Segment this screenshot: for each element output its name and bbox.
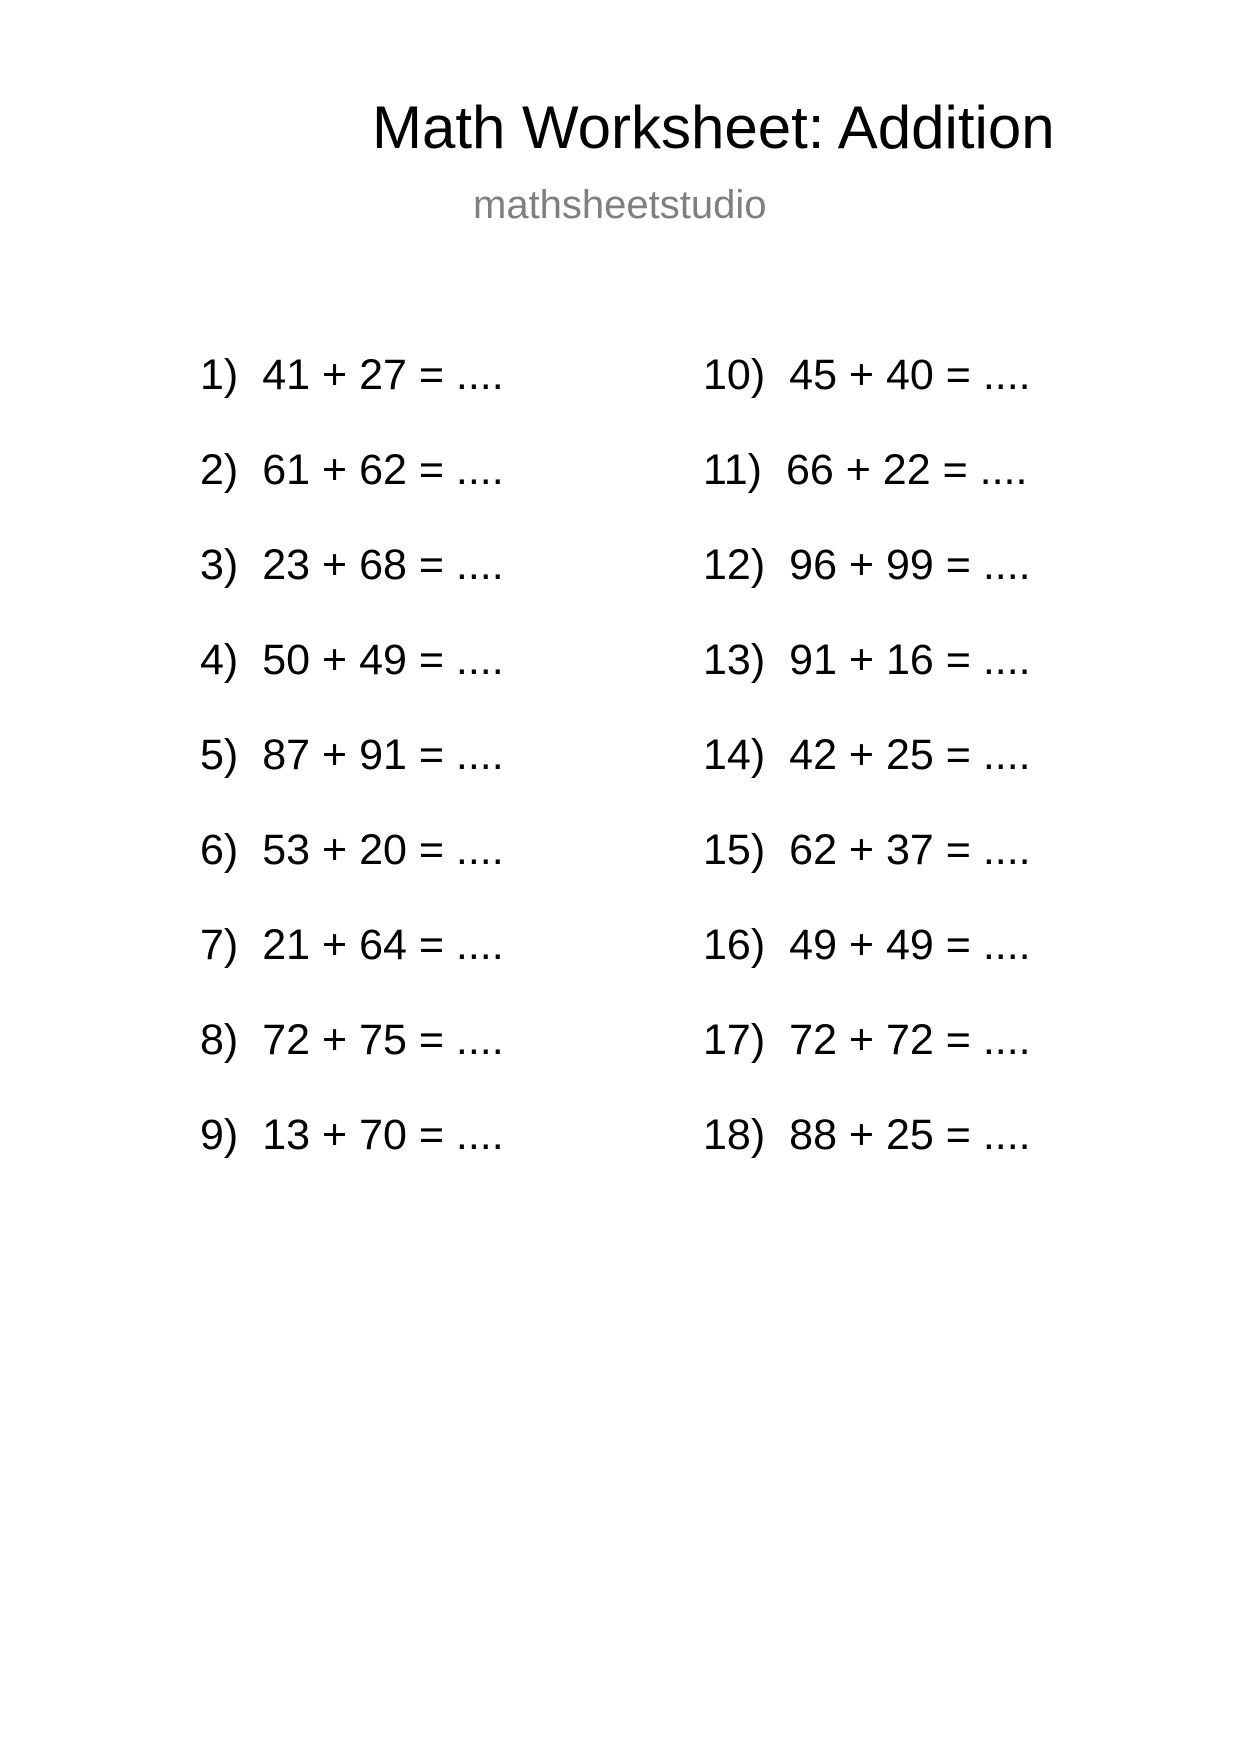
problem-item (703, 826, 1031, 924)
problem-expression: 87 + 91 = .... (262, 731, 504, 779)
problem-number: 6) (200, 826, 239, 874)
problem-item (703, 1016, 1031, 1114)
problem-item (200, 351, 504, 449)
problem-expression: 72 + 72 = .... (789, 1016, 1031, 1064)
page-subtitle: mathsheetstudio (473, 183, 767, 227)
problem-list-right (703, 351, 1031, 1209)
problem-number: 16) (703, 921, 766, 969)
problem-expression: 62 + 37 = .... (789, 826, 1031, 874)
problem-item (703, 731, 1031, 829)
problem-item (200, 636, 504, 734)
problem-expression: 88 + 25 = .... (789, 1111, 1031, 1159)
problem-number: 11) (703, 446, 762, 494)
problem-number: 1) (200, 351, 239, 399)
problem-list-left (200, 351, 504, 1209)
problem-expression: 13 + 70 = .... (262, 1111, 504, 1159)
problem-item (200, 731, 504, 829)
problem-number: 3) (200, 541, 239, 589)
problem-item (703, 921, 1031, 1019)
problem-expression: 61 + 62 = .... (262, 446, 504, 494)
problem-item (200, 921, 504, 1019)
problem-item (200, 826, 504, 924)
problem-item (703, 351, 1031, 449)
problem-number: 8) (200, 1016, 239, 1064)
page-title: Math Worksheet: Addition (372, 94, 1055, 161)
problem-number: 13) (703, 636, 766, 684)
problem-expression: 41 + 27 = .... (262, 351, 504, 399)
problem-item (703, 541, 1031, 639)
problem-item (703, 1111, 1031, 1209)
problem-number: 15) (703, 826, 766, 874)
problem-expression: 50 + 49 = .... (262, 636, 504, 684)
problem-number: 12) (703, 541, 766, 589)
problem-item (200, 541, 504, 639)
problem-number: 18) (703, 1111, 766, 1159)
problem-expression: 53 + 20 = .... (262, 826, 504, 874)
problem-number: 2) (200, 446, 239, 494)
problem-expression: 45 + 40 = .... (789, 351, 1031, 399)
problem-number: 17) (703, 1016, 766, 1064)
problem-item (200, 1016, 504, 1114)
problem-item (200, 1111, 504, 1209)
problem-item (703, 446, 1031, 544)
problem-number: 10) (703, 351, 766, 399)
problem-item (703, 636, 1031, 734)
problem-expression: 66 + 22 = .... (785, 446, 1028, 494)
problem-item (200, 446, 504, 544)
problem-number: 4) (200, 636, 239, 684)
problem-number: 7) (200, 921, 239, 969)
problem-expression: 91 + 16 = .... (789, 636, 1031, 684)
problem-number: 14) (703, 731, 766, 779)
problem-expression: 96 + 99 = .... (789, 541, 1031, 589)
problem-expression: 72 + 75 = .... (262, 1016, 504, 1064)
problem-expression: 23 + 68 = .... (262, 541, 504, 589)
problem-number: 9) (200, 1111, 239, 1159)
problem-expression: 42 + 25 = .... (789, 731, 1031, 779)
problem-expression: 21 + 64 = .... (262, 921, 504, 969)
problem-expression: 49 + 49 = .... (789, 921, 1031, 969)
problem-number: 5) (200, 731, 239, 779)
